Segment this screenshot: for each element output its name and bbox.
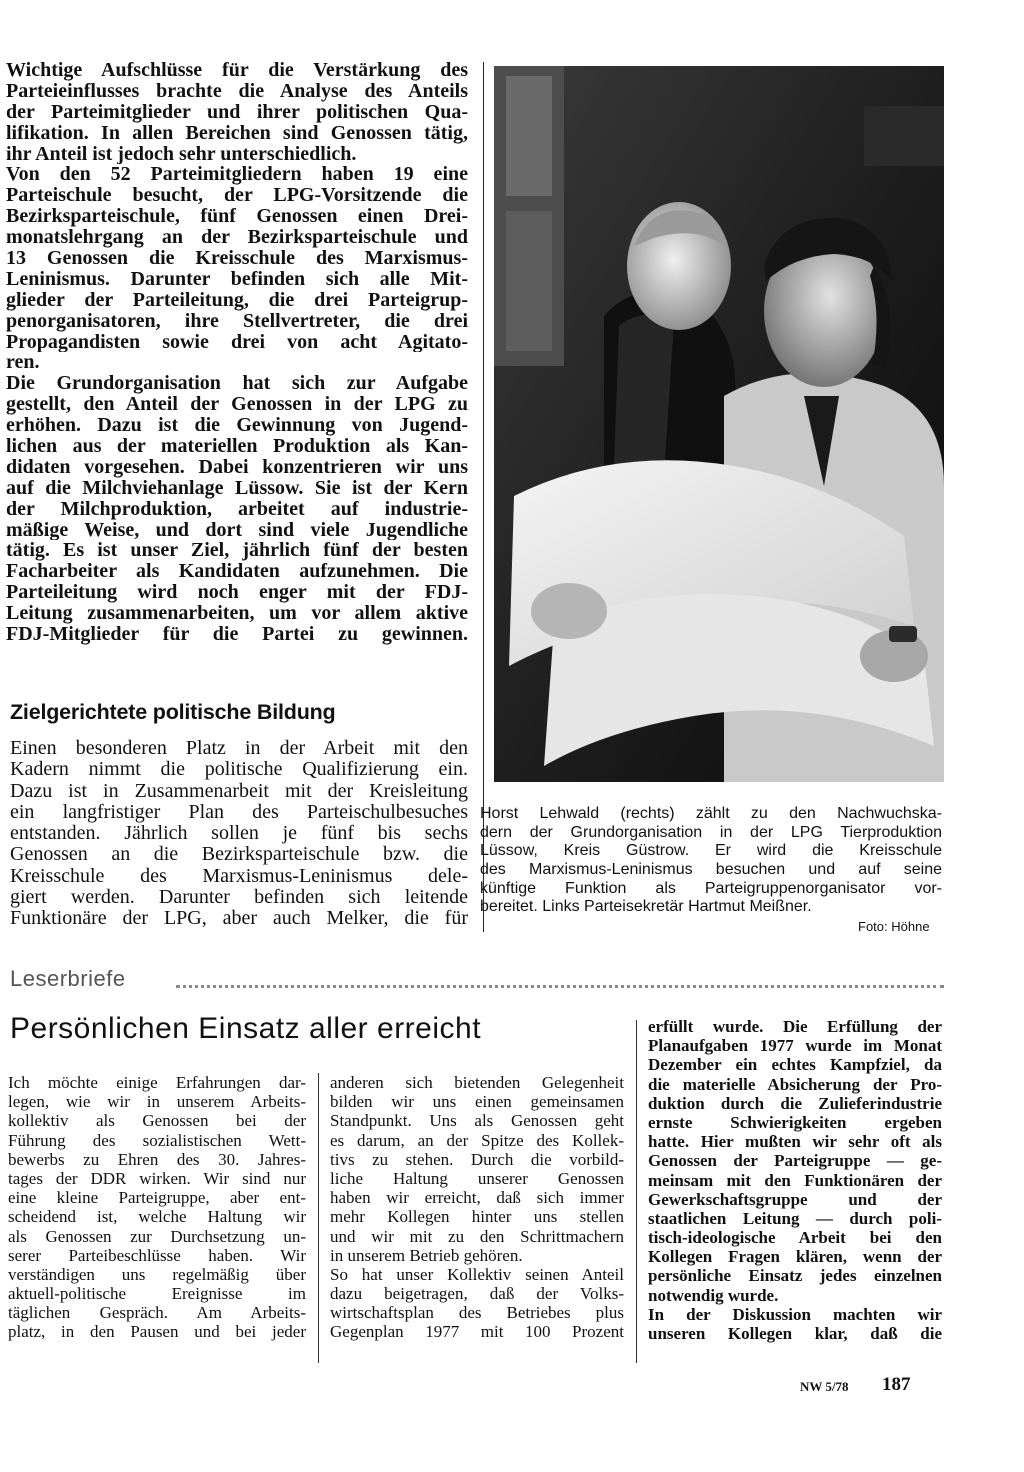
text-line: meinsam mit den Funktionären der: [648, 1170, 942, 1190]
text-line: Kollegen Fragen klären, wenn der: [648, 1247, 942, 1267]
text-line: Propagandisten sowie drei von acht Agitato-: [6, 331, 468, 353]
text-line: legen, wie wir in unserem Arbeits-: [8, 1092, 306, 1112]
text-line: Bezirksparteischule, fünf Genossen einen Drei-: [6, 206, 468, 228]
text-line: Gewerkschaftsgruppe und der: [648, 1189, 942, 1209]
text-line: Leninismus. Darunter befinden sich alle Mit-: [6, 268, 468, 290]
column-divider: [483, 62, 484, 932]
text-line: Dezember ein echtes Kampfziel, da: [648, 1055, 942, 1075]
text-line: Genossen an die Bezirksparteischule bzw. die: [10, 844, 468, 866]
text-line: glieder der Parteileitung, die drei Parteigrup-: [6, 289, 468, 311]
text-line: persönliche Einsatz jedes einzelnen: [648, 1266, 942, 1286]
text-line: Facharbeiter als Kandidaten aufzunehmen. Die: [6, 561, 468, 583]
text-line: ein langfristiger Plan des Parteischulbesuches: [10, 801, 468, 823]
issue-number: NW 5/78: [800, 1379, 849, 1394]
text-line: die materielle Absicherung der Pro-: [648, 1074, 942, 1094]
caption-line: bereitet. Links Parteisekretär Hartmut Meißner.: [480, 898, 812, 916]
text-line: und wir mit zu den Schrittmachern: [330, 1226, 624, 1246]
text-line: Planaufgaben 1977 wurde im Monat: [648, 1036, 942, 1056]
text-line: Ich möchte einige Erfahrungen dar-: [8, 1073, 306, 1092]
text-line: penorganisatoren, ihre Stellvertreter, die drei: [6, 310, 468, 332]
text-line: tätig. Es ist unser Ziel, jährlich fünf der besten: [6, 540, 468, 562]
text-line: bewerbs zu Ehren des 30. Jahres-: [8, 1149, 306, 1169]
text-line: lifikation. In allen Bereichen sind Genossen tätig,: [6, 122, 468, 144]
section-heading: Zielgerichtete politische Bildung: [10, 700, 336, 724]
text-line: entstanden. Jährlich sollen je fünf bis sechs: [10, 823, 468, 845]
text-line: duktion durch die Zulieferindustrie: [648, 1093, 942, 1113]
text-line: auf die Milchviehanlage Lüssow. Sie ist der Kern: [6, 477, 468, 499]
text-line: FDJ-Mitglieder für die Partei zu gewinnen.: [6, 624, 468, 645]
text-line: platz, in den Pausen und bei jeder: [8, 1322, 306, 1342]
text-line: der Parteimitglieder und ihrer politischen Qua-: [6, 101, 468, 123]
text-line: Wichtige Aufschlüsse für die Verstärkung des: [6, 60, 468, 81]
text-line: didaten vorgesehen. Dabei konzentrieren wir uns: [6, 456, 468, 478]
text-line: Genossen der Parteigruppe — ge-: [648, 1151, 942, 1171]
text-line: serer Parteibeschlüsse haben. Wir: [8, 1245, 306, 1265]
text-line: In der Diskussion machten wir: [648, 1304, 942, 1324]
text-line: tages der DDR wirken. Wir sind nur: [8, 1168, 306, 1188]
text-line: So hat unser Kollektiv seinen Anteil: [330, 1264, 624, 1284]
caption-line: dern der Grundorganisation in der LPG Tierproduktion: [480, 823, 942, 841]
text-line: wirtschaftsplan des Betriebes plus: [330, 1303, 624, 1323]
page-number: 187: [882, 1374, 911, 1395]
text-line: Parteischule besucht, der LPG-Vorsitzende die: [6, 185, 468, 207]
text-line: lichen aus der materiellen Produktion als Kan-: [6, 436, 468, 457]
text-line: Führung des sozialistischen Wett-: [8, 1130, 306, 1150]
text-line: monatslehrgang an der Bezirksparteischule und: [6, 227, 468, 249]
text-line: hatte. Hier mußten wir sehr oft als: [648, 1132, 942, 1152]
text-line: Standpunkt. Uns als Genossen geht: [330, 1111, 624, 1131]
text-line: ernste Schwierigkeiten ergeben: [648, 1112, 942, 1132]
text-line: als Genossen zur Durchsetzung un-: [8, 1226, 306, 1246]
article-body-section: [10, 738, 468, 930]
article-photo: [494, 66, 944, 782]
text-line: Kadern nimmt die politische Qualifizierung ein.: [10, 759, 468, 781]
text-line: tivs zu stehen. Durch die vorbild-: [330, 1149, 624, 1169]
article-body-top: [6, 60, 468, 645]
text-line: ihr Anteil ist jedoch sehr unterschiedlich.: [6, 143, 357, 165]
text-line: gestellt, den Anteil der Genossen in der LPG zu: [6, 394, 468, 416]
letter-column-1: [8, 1073, 306, 1342]
letter-title: Persönlichen Einsatz aller erreicht: [10, 1012, 482, 1045]
text-line: kollektiv als Genossen bei der: [8, 1111, 306, 1131]
text-line: täglichen Gespräch. Am Arbeits-: [8, 1303, 306, 1323]
text-line: Dazu ist in Zusammenarbeit mit der Kreisleitung: [10, 780, 468, 802]
text-line: Die Grundorganisation hat sich zur Aufgabe: [6, 373, 468, 395]
text-line: liche Haltung unserer Genossen: [330, 1168, 624, 1188]
text-line: notwendig wurde.: [648, 1285, 779, 1305]
text-line: Von den 52 Parteimitgliedern haben 19 eine: [6, 164, 468, 186]
caption-line: des Marxismus-Leninismus besuchen und auf seine: [480, 861, 942, 879]
photo-caption: [480, 805, 942, 917]
text-line: 13 Genossen die Kreisschule des Marxismus-: [6, 248, 468, 269]
text-line: erhöhen. Dazu ist die Gewinnung von Jugend-: [6, 415, 468, 437]
column-divider: [636, 1020, 637, 1363]
text-line: Einen besonderen Platz in der Arbeit mit den: [10, 738, 468, 759]
column-divider: [318, 1073, 319, 1363]
kicker-rule: [176, 985, 944, 988]
section-kicker: Leserbriefe: [10, 966, 126, 991]
text-line: Parteieinflusses brachte die Analyse des Anteils: [6, 80, 468, 102]
text-line: unseren Kollegen klar, daß die: [648, 1324, 942, 1343]
text-line: Kreisschule des Marxismus-Leninismus dele-: [10, 865, 468, 887]
text-line: haben wir erreicht, daß sich immer: [330, 1188, 624, 1208]
text-line: mehr Kollegen hinter uns stellen: [330, 1207, 624, 1227]
text-line: der Milchproduktion, arbeitet auf industrie-: [6, 498, 468, 520]
caption-line: Horst Lehwald (rechts) zählt zu den Nachwuchska-: [480, 805, 942, 822]
text-line: Funktionäre der LPG, aber auch Melker, die für: [10, 908, 468, 930]
text-line: tisch-ideologische Arbeit bei den: [648, 1228, 942, 1248]
text-line: verständigen uns regelmäßig über: [8, 1264, 306, 1284]
photo-credit: Foto: Höhne: [858, 919, 930, 934]
text-line: scheidend ist, welche Haltung wir: [8, 1207, 306, 1227]
text-line: Parteileitung wird noch enger mit der FDJ-: [6, 582, 468, 604]
text-line: in unserem Betrieb gehören.: [330, 1245, 523, 1265]
text-line: dazu beigetragen, daß der Volks-: [330, 1284, 624, 1304]
text-line: Leitung zusammenarbeiten, um vor allem aktive: [6, 603, 468, 625]
text-line: anderen sich bietenden Gelegenheit: [330, 1073, 624, 1092]
text-line: ren.: [6, 352, 40, 374]
text-line: eine kleine Parteigruppe, aber ent-: [8, 1188, 306, 1208]
caption-line: Lüssow, Kreis Güstrow. Er wird die Kreisschule: [480, 842, 942, 860]
text-line: mäßige Weise, und dort sind viele Jugendliche: [6, 519, 468, 541]
letter-column-2: [330, 1073, 624, 1342]
text-line: aktuell-politische Ereignisse im: [8, 1284, 306, 1304]
caption-line: künftige Funktion als Parteigruppenorganisator vor-: [480, 879, 942, 897]
text-line: Gegenplan 1977 mit 100 Prozent: [330, 1322, 624, 1342]
text-line: staatlichen Leitung — durch poli-: [648, 1208, 942, 1228]
text-line: es darum, an der Spitze des Kollek-: [330, 1130, 624, 1150]
text-line: giert werden. Darunter befinden sich leitende: [10, 887, 468, 909]
text-line: erfüllt wurde. Die Erfüllung der: [648, 1017, 942, 1036]
letter-column-3: [648, 1017, 942, 1343]
text-line: bilden wir uns einen gemeinsamen: [330, 1092, 624, 1112]
